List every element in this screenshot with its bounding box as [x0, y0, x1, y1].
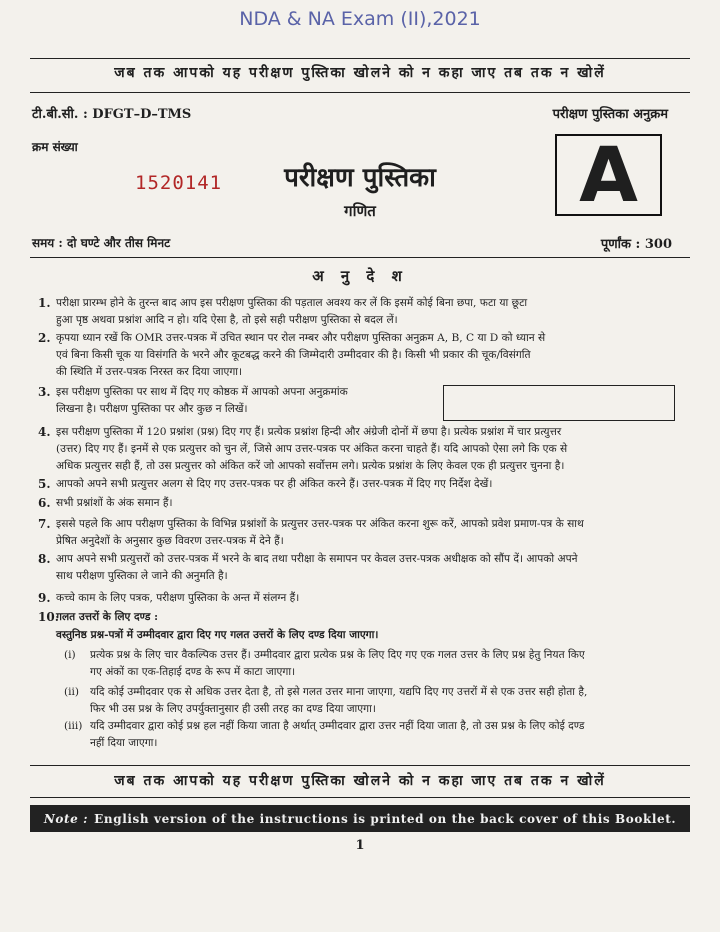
note-text: English version of the instructions is printed on the back cover of this Booklet.	[94, 811, 677, 826]
penalty-number: (iii)	[64, 720, 83, 732]
penalty-line: यदि उम्मीदवार द्वारा कोई प्रश्न हल नहीं किया जाता है अर्थात् उम्मीदवार द्वारा उत्तर नहीं दिया जाता है, तो उस प्रश्न के लिए कोई दण्ड	[90, 720, 585, 732]
instruction-text	[56, 516, 584, 550]
instruction-text	[56, 551, 577, 585]
instructions-heading: अ नु दे श	[312, 267, 408, 285]
instruction-number: 7.	[38, 517, 51, 531]
instruction-line: आप अपने सभी प्रत्युत्तरों को उत्तर-पत्रक में भरने के बाद तथा परीक्षा के समापन पर केवल उत्तर-पत्रक अधीक्षक को सौंप दें। आपको अपने	[56, 553, 578, 565]
instruction-number: 6.	[38, 496, 51, 510]
english-version-note	[30, 805, 690, 832]
series-heading: परीक्षण पुस्तिका अनुक्रम	[552, 107, 668, 122]
instruction-number: 10.	[38, 610, 59, 624]
penalty-number: (ii)	[64, 686, 80, 698]
penalty-text	[90, 647, 585, 681]
divider	[30, 797, 690, 798]
do-not-open-banner-bottom: जब तक आपको यह परीक्षण पुस्तिका खोलने को न कहा जाए तब तक न खोलें	[114, 773, 606, 789]
instruction-number: 2.	[38, 331, 51, 345]
instruction-text	[56, 476, 492, 493]
booklet-title: परीक्षण पुस्तिका	[284, 163, 436, 193]
do-not-open-banner-top: जब तक आपको यह परीक्षण पुस्तिका खोलने को न कहा जाए तब तक न खोलें	[114, 65, 606, 81]
penalty-line: नहीं दिया जाएगा।	[90, 737, 158, 749]
instruction-line: (उत्तर) दिए गए हैं। इनमें से एक प्रत्युत्तर को चुन लें, जिसे आप उत्तर-पत्रक पर अंकित करना चाहते हैं। यदि आपको ऐसा लगे कि एक से	[56, 443, 568, 455]
instruction-line: अधिक प्रत्युत्तर सही हैं, तो उस प्रत्युत्तर को अंकित करें जो आपको सर्वोत्तम लगे। प्रत्येक प्रश्नांश के लिए केवल एक ही प्रत्युत्तर चुनना है।	[56, 460, 565, 472]
instruction-line: इस परीक्षण पुस्तिका पर साथ में दिए गए कोष्ठक में आपको अपना अनुक्रमांक	[56, 386, 348, 398]
instruction-number: 4.	[38, 425, 51, 439]
instruction-number: 3.	[38, 385, 51, 399]
instruction-number: 1.	[38, 296, 51, 310]
penalty-line: गए अंकों का एक-तिहाई दण्ड के रूप में काटा जाएगा।	[90, 666, 296, 678]
instruction-text	[56, 384, 348, 418]
penalty-text	[90, 684, 587, 718]
instruction-line: की स्थिति में उत्तर-पत्रक निरस्त कर दिया जाएगा।	[56, 366, 243, 378]
instruction-line: आपको अपने सभी प्रत्युत्तर अलग से दिए गए उत्तर-पत्रक पर ही अंकित करने हैं। उत्तर-पत्रक में दिए गए निर्देश देखें।	[56, 478, 493, 490]
instruction-text	[56, 609, 378, 644]
penalty-line: प्रत्येक प्रश्न के लिए चार वैकल्पिक उत्तर हैं। उम्मीदवार द्वारा प्रत्येक प्रश्न के लिए दिए गए एक गलत उत्तर के लिए प्रश्न हेतु नियत किए	[90, 649, 585, 661]
instruction-text	[56, 295, 527, 329]
exam-stamp: NDA & NA Exam (II),2021	[239, 8, 481, 30]
roll-number-box[interactable]	[443, 385, 675, 421]
penalty-number: (i)	[64, 649, 76, 661]
instruction-line: प्रेषित अनुदेशों के अनुसार कुछ विवरण उत्तर-पत्रक में देने हैं।	[56, 535, 284, 547]
divider	[30, 765, 690, 766]
instruction-line: एवं बिना किसी चूक या विसंगति के भरने और कूटबद्ध करने की जिम्मेदारी उम्मीदवार की है। किसी भी प्रकार की चूक/विसंगति	[56, 349, 531, 361]
instruction-line: हुआ पृष्ठ अथवा प्रश्नांश आदि न हो। यदि ऐसा है, तो इसे सही परीक्षण पुस्तिका से बदल लें।	[56, 314, 398, 326]
divider	[30, 58, 690, 59]
instruction-text	[56, 590, 299, 607]
penalty-line: यदि कोई उम्मीदवार एक से अधिक उत्तर देता है, तो इसे गलत उत्तर माना जाएगा, यद्यपि दिए गए उत्तरों में से एक उत्तर सही होता है,	[90, 686, 588, 698]
penalty-text	[90, 718, 584, 752]
instruction-text	[56, 495, 173, 512]
tbc-code: टी.बी.सी. : DFGT–D–TMS	[32, 107, 192, 122]
instruction-line: लिखना है। परीक्षण पुस्तिका पर और कुछ न लिखें।	[56, 403, 248, 415]
penalty-line: फिर भी उस प्रश्न के लिए उपर्युक्तानुसार ही उसी तरह का दण्ड दिया जाएगा।	[90, 703, 376, 715]
divider	[30, 92, 690, 93]
subject-name: गणित	[344, 202, 376, 220]
series-letter-box	[555, 130, 662, 219]
maximum-marks: पूर्णांक : 300	[600, 237, 672, 252]
series-letter: A	[579, 130, 638, 219]
instruction-line: सभी प्रश्नांशों के अंक समान हैं।	[56, 497, 173, 509]
instruction-text	[56, 330, 545, 381]
instruction-line: गलत उत्तरों के लिए दण्ड :	[56, 611, 158, 623]
instruction-line: वस्तुनिष्ठ प्रश्न-पत्रों में उम्मीदवार द्वारा दिए गए गलत उत्तरों के लिए दण्ड दिया जाएगा।	[56, 629, 379, 641]
instruction-line: परीक्षा प्रारम्भ होने के तुरन्त बाद आप इस परीक्षण पुस्तिका की पड़ताल अवश्य कर लें कि इसमें कोई बिना छपा, फटा या छूटा	[56, 297, 528, 309]
page-number: 1	[355, 838, 365, 853]
instruction-text	[56, 424, 567, 475]
instruction-line: इससे पहले कि आप परीक्षण पुस्तिका के विभिन्न प्रश्नांशों के प्रत्युत्तर उत्तर-पत्रक पर अंकित करना शुरू करें, आपको प्रवेश प्रमाण-पत्र के साथ	[56, 518, 584, 530]
serial-label: क्रम संख्या	[32, 140, 78, 154]
instruction-line: इस परीक्षण पुस्तिका में 120 प्रश्नांश (प्रश्न) दिए गए हैं। प्रत्येक प्रश्नांश हिन्दी और अंग्रेजी दोनों में छपा है। प्रत्येक प्रश्नांश में चार प्रत्युत्तर	[56, 426, 562, 438]
note-label: Note :	[43, 811, 89, 826]
instruction-line: कृपया ध्यान रखें कि OMR उत्तर-पत्रक में उचित स्थान पर रोल नम्बर और परीक्षण पुस्तिका अनुक्रम A, B, C या D को ध्यान से	[56, 332, 546, 344]
instruction-number: 5.	[38, 477, 51, 491]
divider	[30, 257, 690, 258]
time-allowed: समय : दो घण्टे और तीस मिनट	[32, 236, 171, 250]
instruction-line: साथ परीक्षण पुस्तिका ले जाने की अनुमति है।	[56, 570, 228, 582]
instruction-number: 9.	[38, 591, 51, 605]
serial-number: 1520141	[135, 172, 223, 194]
instruction-number: 8.	[38, 552, 51, 566]
instruction-line: कच्चे काम के लिए पत्रक, परीक्षण पुस्तिका के अन्त में संलग्न हैं।	[56, 592, 300, 604]
